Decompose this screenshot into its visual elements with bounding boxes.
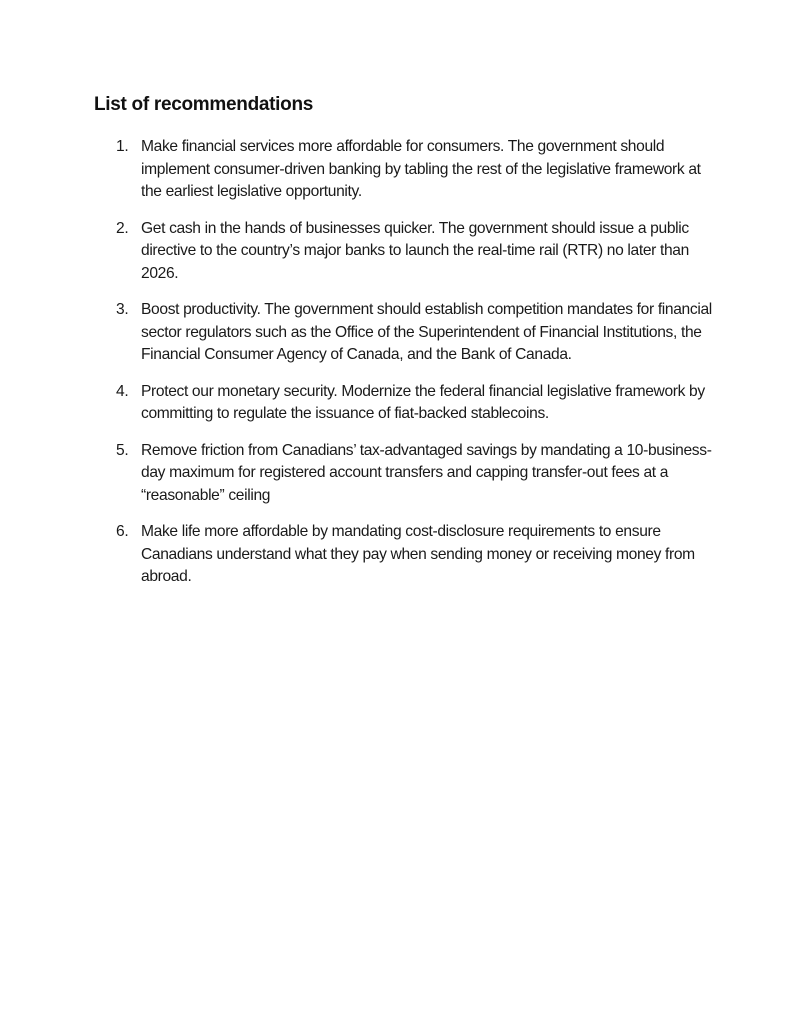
list-item-number: 4. — [116, 382, 129, 400]
list-item — [94, 440, 724, 508]
list-item — [94, 218, 724, 286]
list-item — [94, 521, 724, 589]
list-item-number: 6. — [116, 523, 129, 540]
list-item-text: Make financial services more affordable for consumers. The government should implement consumer-driven banking by tabling the rest of the legislative framework at the earliest legislative opportunity. — [141, 138, 701, 200]
list-item — [94, 381, 724, 426]
recommendations-list — [94, 136, 724, 603]
list-item-number: 3. — [116, 301, 129, 318]
list-item-number: 5. — [116, 441, 129, 459]
list-item — [94, 136, 724, 204]
list-item-text: Get cash in the hands of businesses quicker. The government should issue a public directive to the country’s major banks to launch the real-time rail (RTR) no later than 2026. — [141, 219, 689, 282]
list-item — [94, 299, 724, 367]
list-item-number: 1. — [116, 138, 129, 155]
page-title: List of recommendations — [94, 94, 314, 115]
list-item-number: 2. — [116, 219, 129, 237]
list-item-text: Boost productivity. The government should establish competition mandates for financial sector regulators such as the Office of the Superintendent of Financial Institutions, the Financial Consumer Agency of Canada, and the Bank of Canada. — [141, 301, 712, 363]
list-item-text: Protect our monetary security. Modernize the federal financial legislative framework by committing to regulate the issuance of fiat-backed stablecoins. — [141, 382, 705, 422]
list-item-text: Make life more affordable by mandating cost-disclosure requirements to ensure Canadians understand what they pay when sending money or receiving money from abroad. — [141, 523, 695, 585]
list-item-text: Remove friction from Canadians’ tax-advantaged savings by mandating a 10-business-day maximum for registered account transfers and capping transfer-out fees at a “reasonable” ceiling — [141, 441, 712, 504]
